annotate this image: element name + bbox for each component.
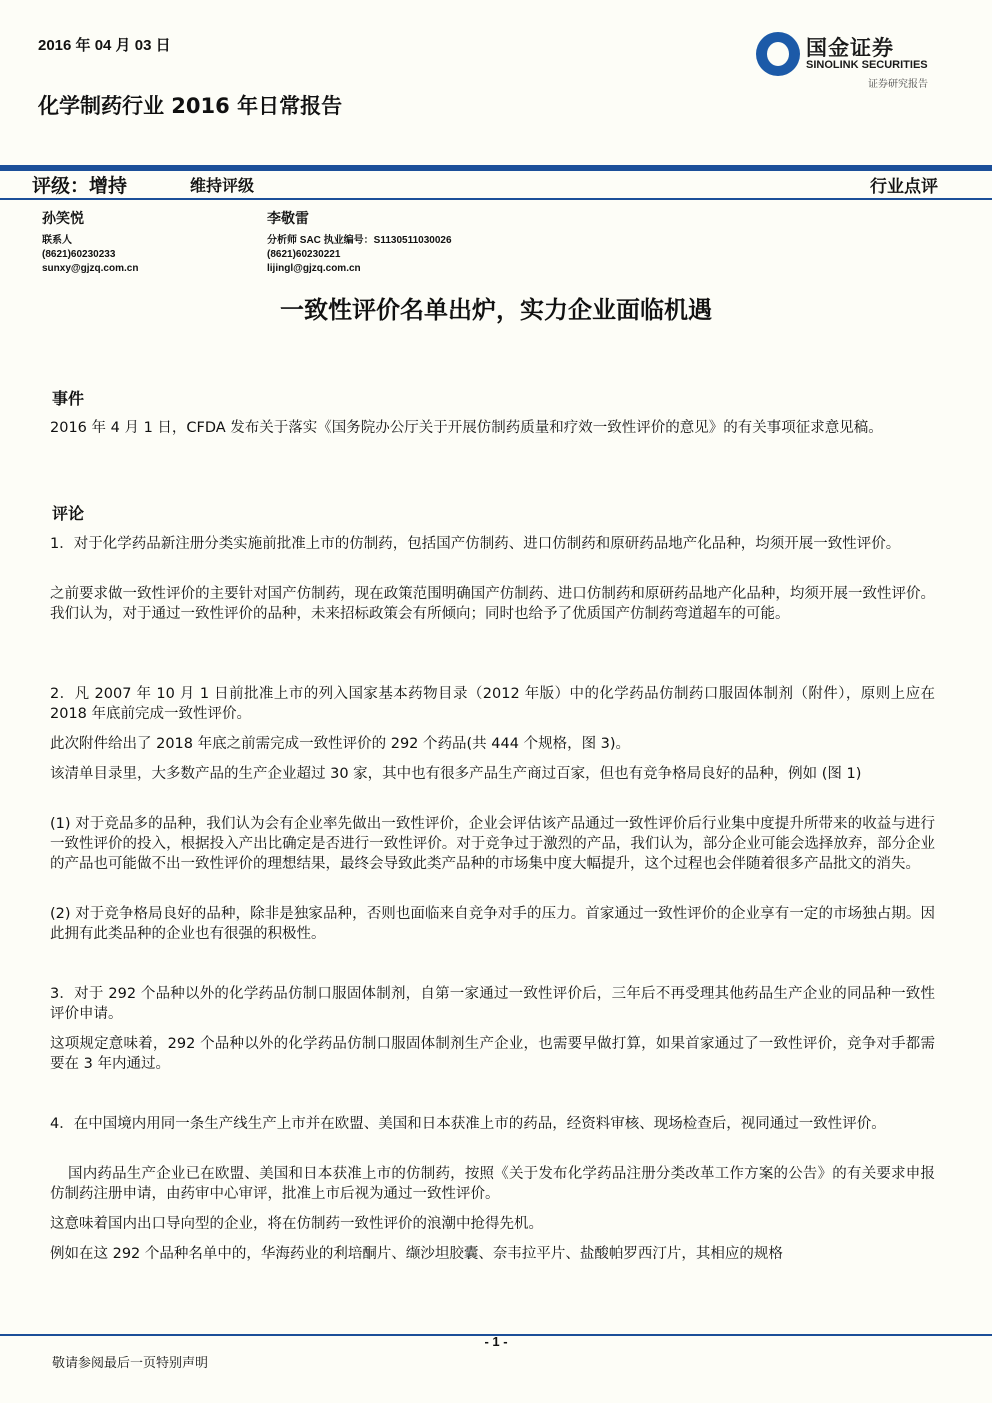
analyst-phone: (8621)60230233: [42, 249, 116, 260]
paragraph: 国内药品生产企业已在欧盟、美国和日本获准上市的仿制药，按照《关于发布化学药品注册分类改革工作方案的公告》的有关要求申报仿制药注册申请，由药审中心审评，批准上市后视为通过一致性评价。: [50, 1166, 935, 1202]
paragraph: 3．对于 292 个品种以外的化学药品仿制口服固体制剂，自第一家通过一致性评价后，三年后不再受理其他药品生产企业的同品种一致性评价申请。: [50, 986, 935, 1022]
analyst-email[interactable]: lijingl@gjzq.com.cn: [267, 263, 361, 274]
page-number: - 1 -: [484, 1334, 508, 1349]
paragraph: 4．在中国境内用同一条生产线生产上市并在欧盟、美国和日本获准上市的药品，经资料审核、现场检查后，视同通过一致性评价。: [50, 1116, 886, 1132]
paragraph: (2) 对于竞争格局良好的品种，除非是独家品种，否则也面临来自竞争对手的压力。首家通过一致性评价的企业享有一定的市场独占期。因此拥有此类品种的企业也有很强的积极性。: [50, 906, 935, 942]
logo-mark-icon: [756, 32, 800, 76]
paragraph: 该清单目录里，大多数产品的生产企业超过 30 家，其中也有很多产品生产商过百家，但也有竞争格局良好的品种，例如 (图 1): [50, 766, 862, 782]
headline: 一致性评价名单出炉，实力企业面临机遇: [280, 296, 712, 324]
logo-name-cn: 国金证券: [806, 36, 894, 60]
logo-subtitle: 证券研究报告: [868, 79, 928, 90]
rating-bar: [0, 171, 992, 197]
rating-label: 评级：增持: [32, 175, 128, 197]
analyst-name: 李敬雷: [267, 210, 309, 226]
analyst-role: 联系人: [42, 235, 72, 246]
analyst-role: 分析师 SAC 执业编号：S1130511030026: [267, 235, 452, 246]
logo-name-en: SINOLINK SECURITIES: [806, 59, 928, 71]
analyst-card: [42, 208, 138, 276]
report-title: 化学制药行业 2016 年日常报告: [38, 94, 343, 118]
rating-divider: [0, 198, 992, 200]
footer-disclaimer: 敬请参阅最后一页特别声明: [52, 1356, 209, 1371]
paragraph: 此次附件给出了 2018 年底之前需完成一致性评价的 292 个药品(共 444 个规格，图 3)。: [50, 736, 631, 752]
report-type: 行业点评: [870, 177, 938, 197]
analyst-name: 孙笑悦: [42, 210, 84, 226]
event-paragraph: 2016 年 4 月 1 日，CFDA 发布关于落实《国务院办公厅关于开展仿制药质量和疗效一致性评价的意见》的有关事项征求意见稿。: [50, 420, 883, 436]
section-title-comment: 评论: [52, 504, 85, 523]
analyst-phone: (8621)60230221: [267, 249, 341, 260]
paragraph: 这项规定意味着，292 个品种以外的化学药品仿制口服固体制剂生产企业，也需要早做打算，如果首家通过了一致性评价，竞争对手都需要在 3 年内通过。: [50, 1036, 935, 1072]
report-date: 2016 年 04 月 03 日: [38, 37, 171, 54]
paragraph: 这意味着国内出口导向型的企业，将在仿制药一致性评价的浪潮中抢得先机。: [50, 1216, 543, 1232]
paragraph: 之前要求做一致性评价的主要针对国产仿制药，现在政策范围明确国产仿制药、进口仿制药和原研药品地产化品种，均须开展一致性评价。我们认为，对于通过一致性评价的品种，未来招标政策会有所倾向；同时也给予了优质国产仿制药弯道超车的可能。: [50, 586, 935, 622]
paragraph: 例如在这 292 个品种名单中的，华海药业的利培酮片、缬沙坦胶囊、奈韦拉平片、盐酸帕罗西汀片，其相应的规格: [50, 1246, 783, 1262]
paragraph: (1) 对于竞品多的品种，我们认为会有企业率先做出一致性评价，企业会评估该产品通过一致性评价后行业集中度提升所带来的收益与进行一致性评价的投入，根据投入产出比确定是否进行一致性评价。对于竞争过于激烈的产品，我们认为，部分企业可能会选择放弃，部分企业的产品也可能做不出一致性评价的理想结果，最终会导致此类产品种的市场集中度大幅提升，这个过程也会伴随着很多产品批文的消失。: [50, 816, 935, 872]
analyst-card: [267, 208, 452, 276]
paragraph: 1．对于化学药品新注册分类实施前批准上市的仿制药，包括国产仿制药、进口仿制药和原研药品地产化品种，均须开展一致性评价。: [50, 536, 901, 552]
company-logo: [756, 30, 946, 100]
analyst-email[interactable]: sunxy@gjzq.com.cn: [42, 263, 139, 274]
section-title-event: 事件: [52, 389, 85, 408]
rating-maintain: 维持评级: [190, 176, 255, 195]
paragraph: 2．凡 2007 年 10 月 1 日前批准上市的列入国家基本药物目录（2012 年版）中的化学药品仿制药口服固体制剂（附件），原则上应在 2018 年底前完成一致性评价。: [50, 686, 935, 722]
